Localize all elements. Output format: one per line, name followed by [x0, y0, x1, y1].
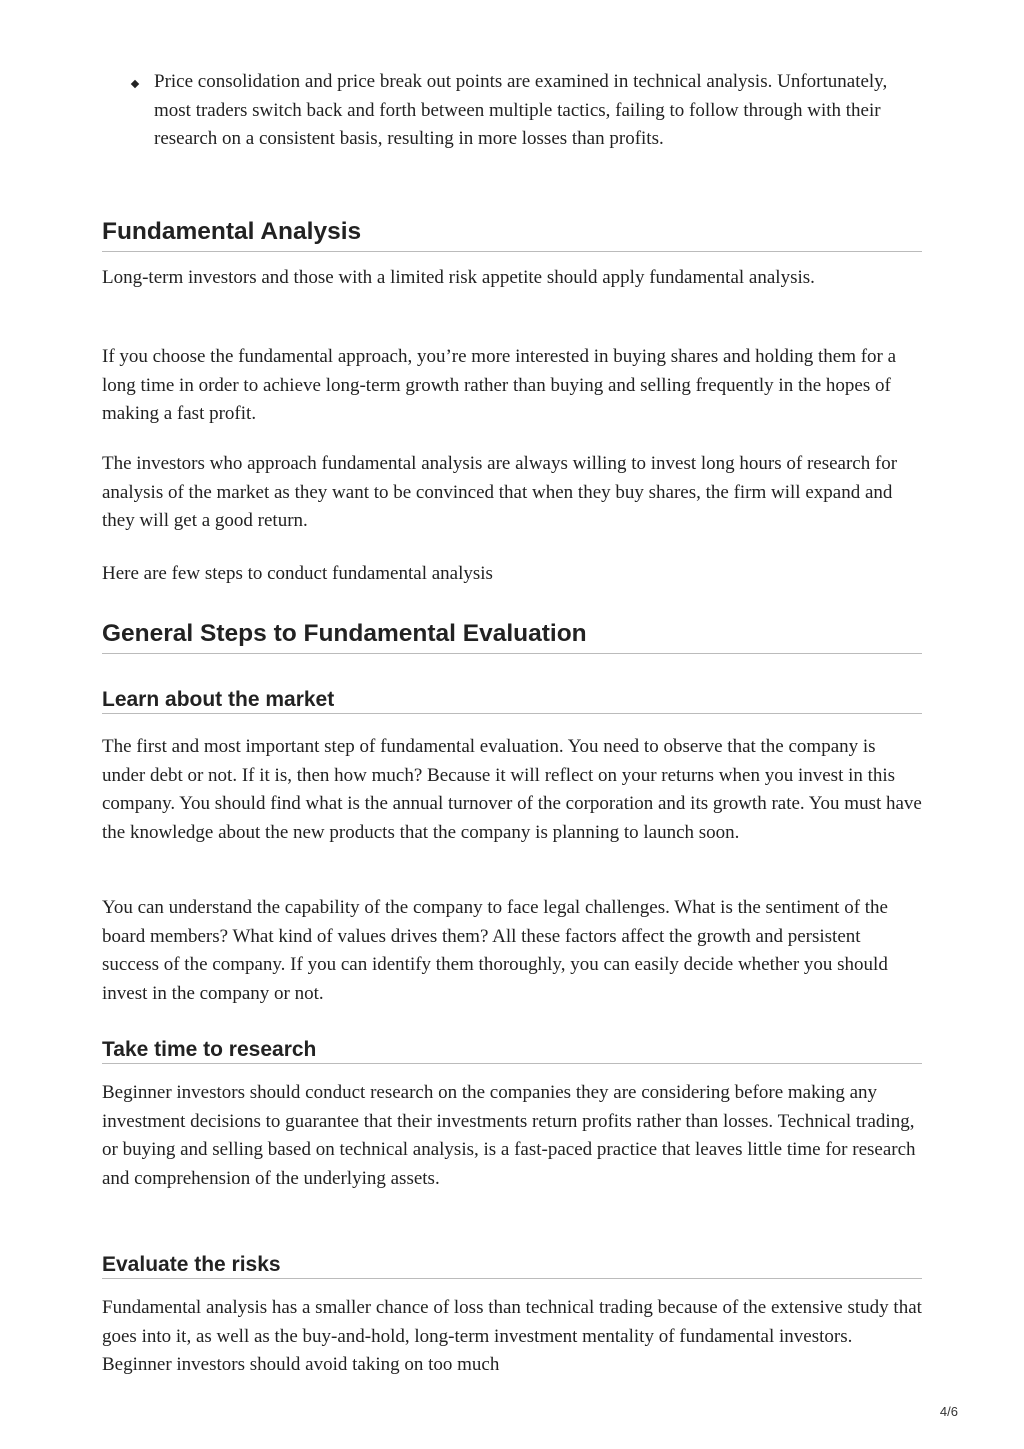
bullet-list — [132, 68, 902, 154]
paragraph: You can understand the capability of the company to face legal challenges. What is the sentiment of the board members? What kind of values drives them? All these factors affect the growth and persistent success of the company. If you can identify them thoroughly, you can easily decide whether you should invest in the company or not. — [102, 897, 888, 1004]
paragraph: Long-term investors and those with a limited risk appetite should apply fundamental analysis. — [102, 267, 815, 288]
heading-learn-market: Learn about the market — [102, 687, 922, 714]
paragraph: Beginner investors should conduct research on the companies they are considering before making any investment decisions to guarantee that their investments return profits rather than losses. Technical trading, or buying and selling based on technical analysis, is a fast-paced practice that leaves little time for research and comprehension of the underlying assets. — [102, 1082, 916, 1189]
page-number: 4/6 — [939, 1404, 958, 1419]
bullet-text: Price consolidation and price break out points are examined in technical analysis. Unfortunately, most traders switch back and forth between multiple tactics, failing to follow through with their research on a consistent basis, resulting in more losses than profits. — [154, 71, 888, 150]
paragraph: If you choose the fundamental approach, you’re more interested in buying shares and holding them for a long time in order to achieve long-term growth rather than buying and selling frequently in the hopes of making a fast profit. — [102, 346, 897, 425]
paragraph: The investors who approach fundamental analysis are always willing to invest long hours of research for analysis of the market as they want to be convinced that when they buy shares, the firm will expand and they will get a good return. — [102, 453, 898, 532]
bullet-icon — [131, 80, 139, 88]
paragraph: Here are few steps to conduct fundamental analysis — [102, 563, 493, 584]
list-item — [132, 68, 902, 154]
heading-fundamental-analysis: Fundamental Analysis — [102, 218, 922, 252]
paragraph: Fundamental analysis has a smaller chance of loss than technical trading because of the extensive study that goes into it, as well as the buy-and-hold, long-term investment mentality of fundamental investors. Beginner investors should avoid taking on too much — [102, 1297, 922, 1376]
heading-general-steps: General Steps to Fundamental Evaluation — [102, 620, 922, 654]
heading-take-time: Take time to research — [102, 1037, 922, 1064]
heading-evaluate-risks: Evaluate the risks — [102, 1252, 922, 1279]
paragraph: The first and most important step of fundamental evaluation. You need to observe that the company is under debt or not. If it is, then how much? Because it will reflect on your returns when you invest in this company. You should find what is the annual turnover of the corporation and its growth rate. You must have the knowledge about the new products that the company is planning to launch soon. — [102, 736, 922, 843]
